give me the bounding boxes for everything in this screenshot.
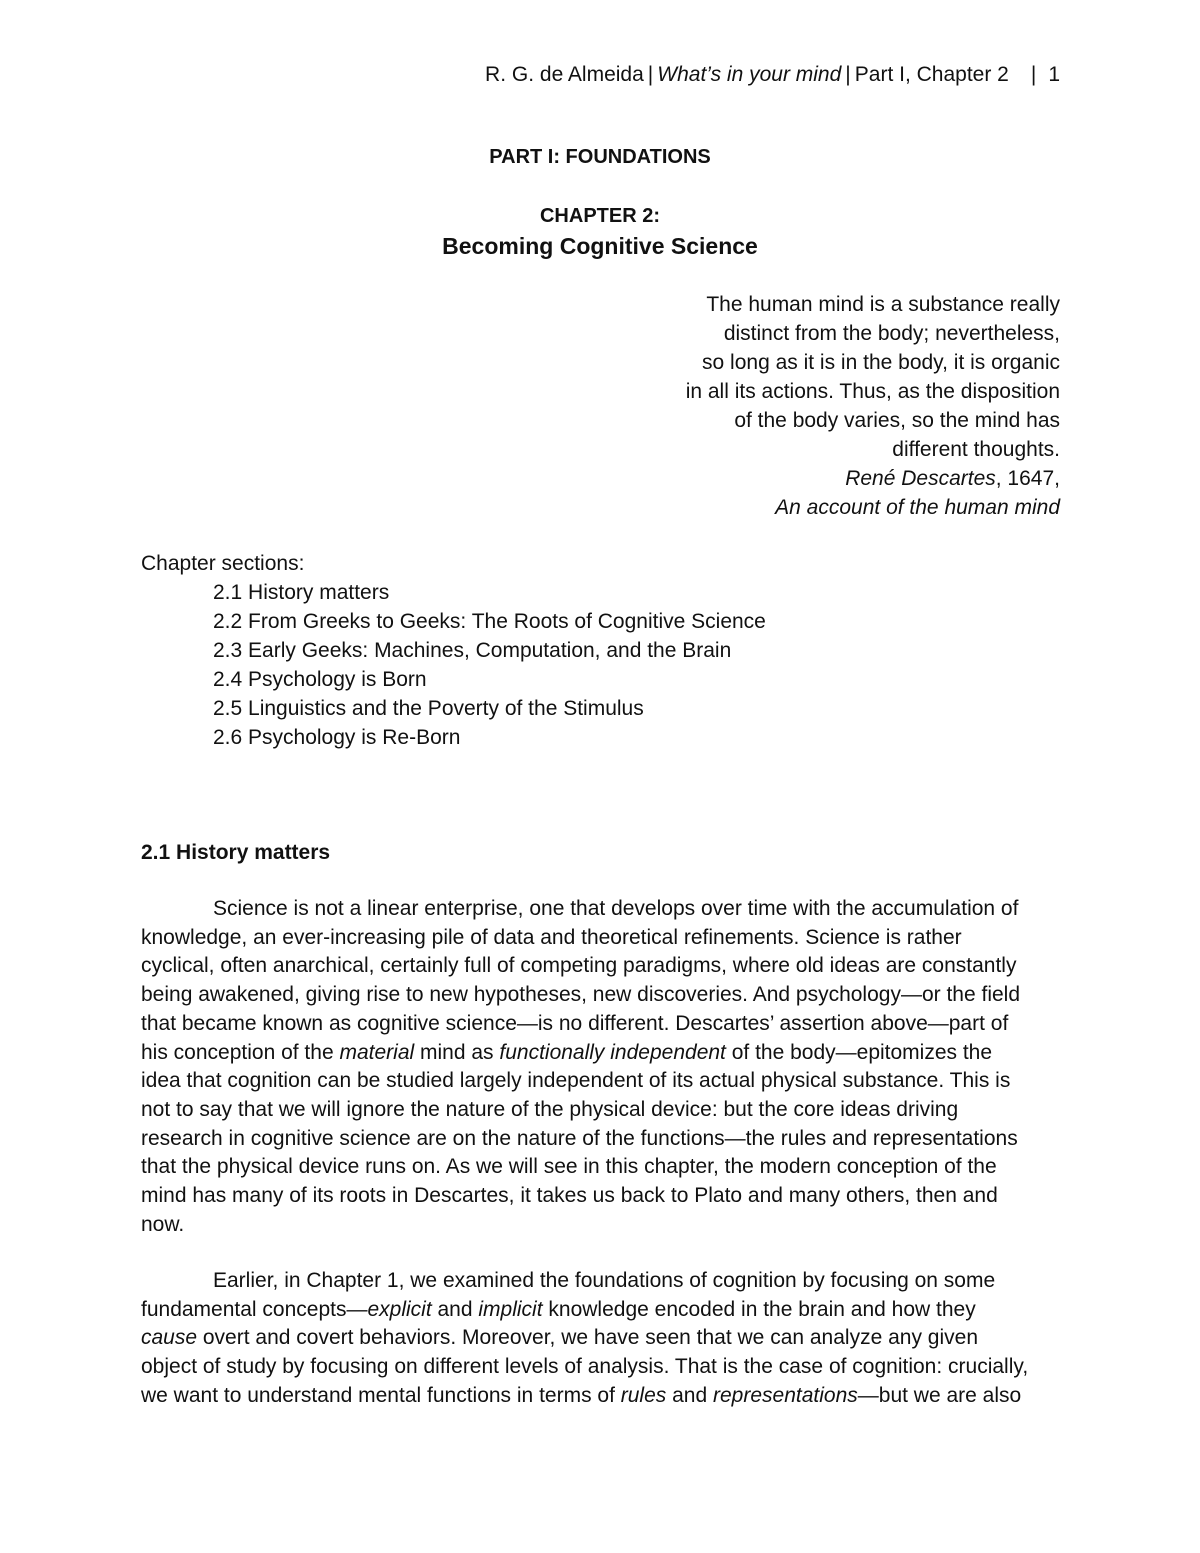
epigraph-line: so long as it is in the body, it is organic: [702, 351, 1060, 374]
header-separator: |: [845, 63, 851, 86]
chapter-section-item: 2.5 Linguistics and the Poverty of the Stimulus: [213, 697, 644, 720]
paragraph-line: Science is not a linear enterprise, one that develops over time with the accumulation of: [213, 897, 1019, 920]
paragraph-line: idea that cognition can be studied largely independent of its actual physical substance. This is: [141, 1069, 1011, 1093]
text-run: knowledge encoded in the brain and how they: [542, 1297, 976, 1321]
body-paragraph: [141, 895, 1061, 1239]
chapter-sections-label: Chapter sections:: [141, 552, 305, 575]
epigraph-line: different thoughts.: [892, 438, 1060, 461]
paragraph-line: that became known as cognitive science—is no different. Descartes’ assertion above—part of: [141, 1011, 1009, 1035]
header-author: R. G. de Almeida: [485, 63, 644, 86]
paragraph-line: that the physical device runs on. As we will see in this chapter, the modern conception of the: [141, 1155, 997, 1179]
paragraph-line: mind has many of its roots in Descartes, it takes us back to Plato and many others, then and: [141, 1184, 998, 1208]
epigraph-line: in all its actions. Thus, as the disposition: [685, 380, 1060, 403]
chapter-label: CHAPTER 2:: [539, 205, 660, 227]
paragraph-line: object of study by focusing on different levels of analysis. That is the case of cognition: crucially,: [141, 1355, 1029, 1379]
header-book-title: What’s in your mind: [657, 63, 842, 86]
emphasis: implicit: [478, 1297, 543, 1321]
epigraph-work: [540, 493, 1060, 522]
text-run: and: [666, 1383, 713, 1407]
chapter-section-item: 2.1 History matters: [213, 581, 390, 604]
part-title: PART I: FOUNDATIONS: [489, 146, 711, 168]
header-separator: |: [647, 63, 654, 86]
epigraph-line: distinct from the body; nevertheless,: [723, 322, 1060, 345]
page-number: 1: [1048, 63, 1060, 86]
epigraph-year: , 1647,: [995, 467, 1060, 490]
header-section-ref: Part I, Chapter 2: [854, 63, 1009, 86]
chapter-section-item: 2.3 Early Geeks: Machines, Computation, and the Brain: [213, 639, 732, 662]
text-run: overt and covert behaviors. Moreover, we have seen that we can analyze any given: [197, 1326, 978, 1350]
text-run: mind as: [414, 1040, 500, 1064]
chapter-section-item: 2.6 Psychology is Re-Born: [213, 726, 461, 749]
epigraph: [540, 290, 1060, 522]
emphasis: rules: [620, 1383, 667, 1407]
paragraph-line: being awakened, giving rise to new hypotheses, new discoveries. And psychology—or the field: [141, 983, 1021, 1007]
paragraph-line: [141, 1039, 1061, 1068]
epigraph-author: René Descartes: [845, 467, 996, 490]
emphasis: material: [339, 1040, 415, 1064]
chapter-section-item: 2.4 Psychology is Born: [213, 668, 427, 691]
emphasis: representations: [713, 1383, 858, 1407]
epigraph-line: of the body varies, so the mind has: [734, 409, 1060, 432]
text-run: his conception of the: [141, 1040, 340, 1064]
chapter-section-item: 2.2 From Greeks to Geeks: The Roots of Cognitive Science: [213, 610, 766, 633]
paragraph-line: knowledge, an ever-increasing pile of data and theoretical refinements. Science is rather: [141, 925, 962, 949]
body-paragraph: [141, 1267, 1061, 1411]
emphasis: explicit: [367, 1297, 432, 1321]
paragraph-line: now.: [141, 1212, 185, 1236]
emphasis: cause: [141, 1326, 198, 1350]
chapter-sections-list: [141, 578, 1061, 752]
text-run: we want to understand mental functions in terms of: [141, 1383, 621, 1407]
paragraph-line: not to say that we will ignore the nature of the physical device: but the core ideas driving: [141, 1097, 959, 1121]
section-heading: 2.1 History matters: [141, 841, 331, 864]
epigraph-work-title: An account of the human mind: [775, 496, 1060, 519]
running-header: [485, 60, 1060, 89]
paragraph-line: [141, 1296, 1061, 1325]
text-run: —but we are also: [857, 1383, 1022, 1407]
paragraph-line: Earlier, in Chapter 1, we examined the foundations of cognition by focusing on some: [213, 1269, 996, 1292]
paragraph-line: cyclical, often anarchical, certainly full of competing paradigms, where old ideas are constantly: [141, 954, 1017, 978]
emphasis: functionally independent: [499, 1040, 726, 1064]
chapter-title: Becoming Cognitive Science: [442, 233, 758, 259]
header-separator: |: [1030, 63, 1037, 86]
text-run: fundamental concepts—: [141, 1297, 368, 1321]
epigraph-attribution: [540, 464, 1060, 493]
text-run: of the body—epitomizes the: [725, 1040, 993, 1064]
paragraph-line: research in cognitive science are on the nature of the functions—the rules and representations: [141, 1126, 1018, 1150]
text-run: and: [431, 1297, 479, 1321]
paragraph-line: [141, 1324, 1061, 1353]
epigraph-line: The human mind is a substance really: [706, 293, 1060, 316]
chapter-sections: [141, 549, 1061, 752]
paragraph-line: [141, 1382, 1061, 1411]
